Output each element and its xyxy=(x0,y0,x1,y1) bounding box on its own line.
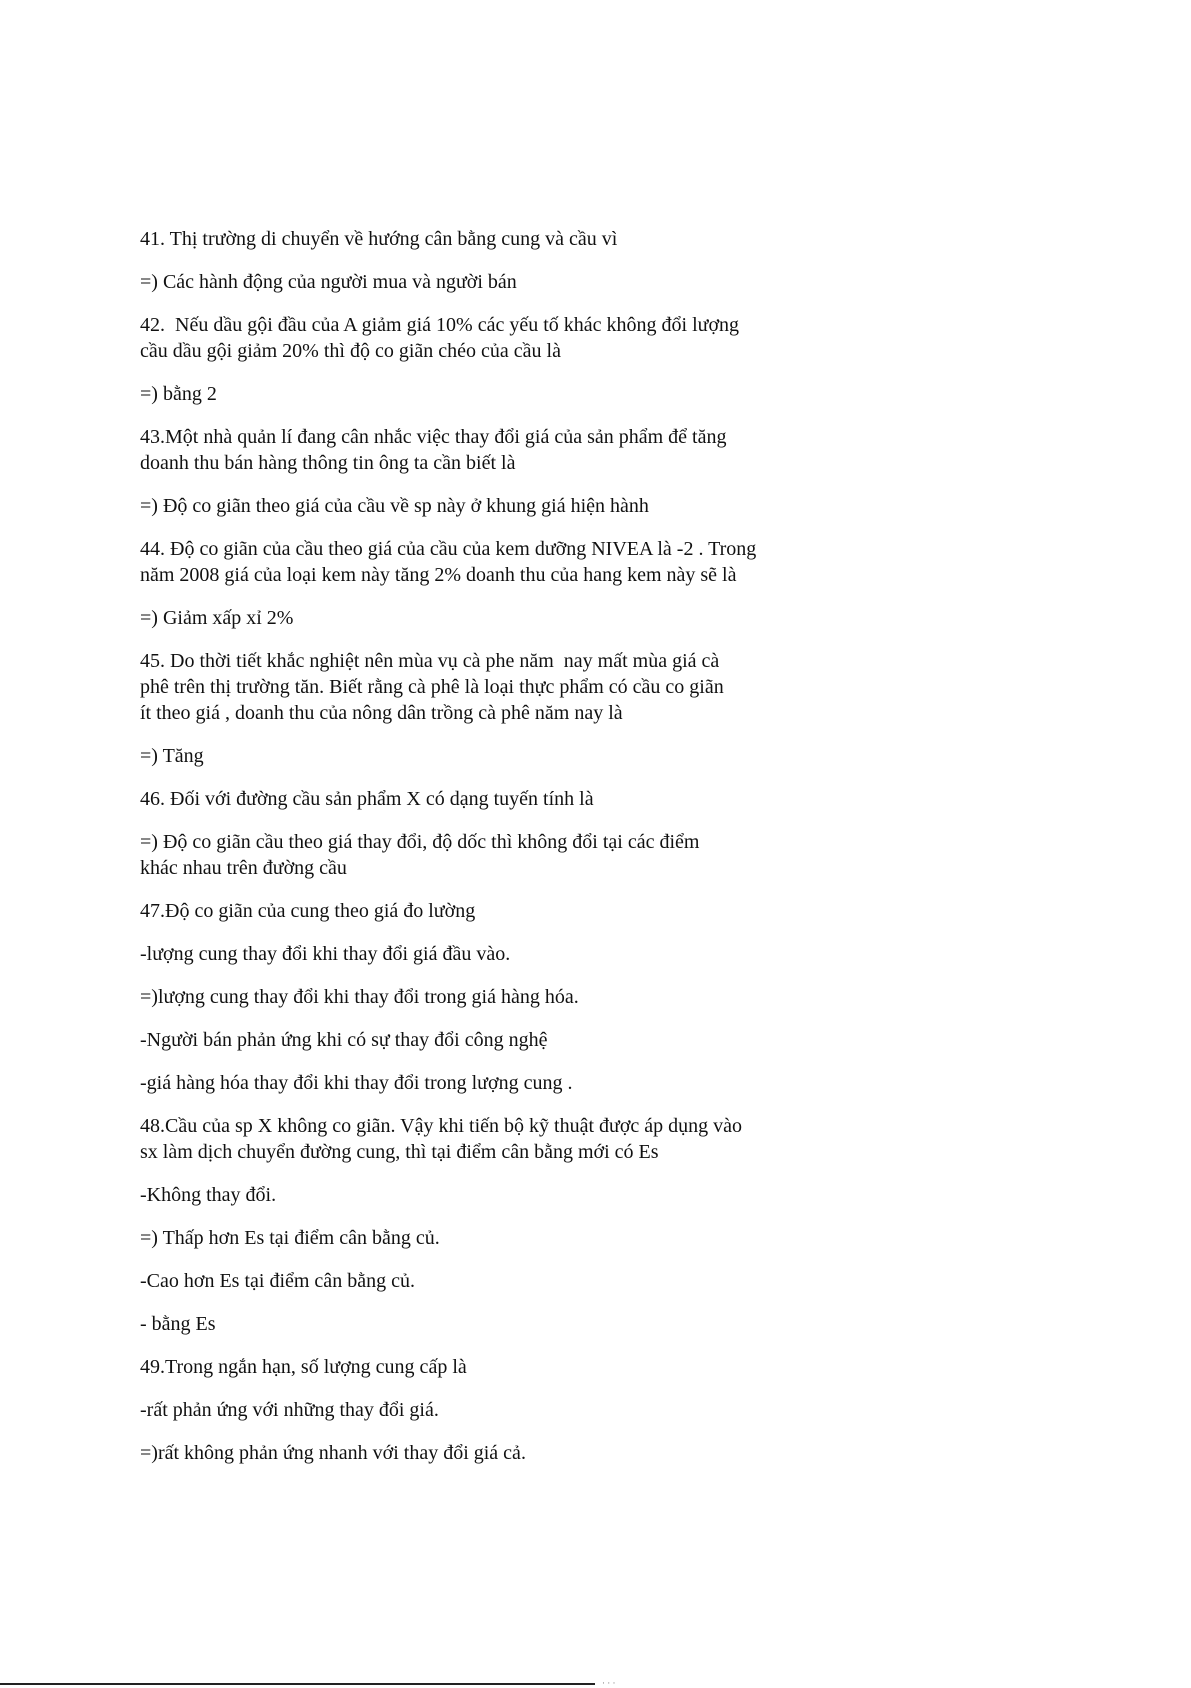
question-paragraph xyxy=(140,1113,820,1165)
text-line: 44. Độ co giãn của cầu theo giá của cầu của kem dưỡng NIVEA là -2 . Trong xyxy=(140,538,757,560)
text-line: 46. Đối với đường cầu sản phẩm X có dạng tuyến tính là xyxy=(140,788,594,810)
option-paragraph xyxy=(140,1311,820,1337)
question-paragraph xyxy=(140,648,820,726)
footer-fragment: · · · xyxy=(602,1678,616,1688)
answer-paragraph xyxy=(140,381,820,407)
text-line: 45. Do thời tiết khắc nghiệt nên mùa vụ cà phe năm nay mất mùa giá cà xyxy=(140,650,720,672)
text-line: =) Thấp hơn Es tại điểm cân bằng củ. xyxy=(140,1227,440,1249)
answer-paragraph xyxy=(140,743,820,769)
question-paragraph xyxy=(140,898,820,924)
text-line: 43.Một nhà quản lí đang cân nhắc việc thay đổi giá của sản phẩm để tăng xyxy=(140,426,727,448)
text-line: -lượng cung thay đổi khi thay đổi giá đầu vào. xyxy=(140,943,511,965)
text-line: =) bằng 2 xyxy=(140,383,217,405)
option-paragraph xyxy=(140,1182,820,1208)
question-paragraph xyxy=(140,226,820,252)
document-body xyxy=(140,226,820,1483)
text-line: -giá hàng hóa thay đổi khi thay đổi trong lượng cung . xyxy=(140,1072,573,1094)
text-line: 48.Cầu của sp X không co giãn. Vậy khi tiến bộ kỹ thuật được áp dụng vào xyxy=(140,1115,743,1137)
option-paragraph xyxy=(140,1070,820,1096)
answer-paragraph xyxy=(140,1225,820,1251)
text-line: khác nhau trên đường cầu xyxy=(140,857,347,879)
answer-paragraph xyxy=(140,269,820,295)
question-paragraph xyxy=(140,424,820,476)
text-line: =)rất không phản ứng nhanh với thay đổi giá cả. xyxy=(140,1442,526,1464)
text-line: =) Các hành động của người mua và người bán xyxy=(140,271,517,293)
text-line: 49.Trong ngắn hạn, số lượng cung cấp là xyxy=(140,1356,467,1378)
text-line: =) Độ co giãn cầu theo giá thay đổi, độ dốc thì không đổi tại các điểm xyxy=(140,831,700,853)
text-line: -rất phản ứng với những thay đổi giá. xyxy=(140,1399,439,1421)
text-line: =) Độ co giãn theo giá của cầu về sp này ở khung giá hiện hành xyxy=(140,495,649,517)
text-line: cầu dầu gội giảm 20% thì độ co giãn chéo của cầu là xyxy=(140,340,561,362)
option-paragraph xyxy=(140,1027,820,1053)
question-paragraph xyxy=(140,786,820,812)
text-line: 42. Nếu dầu gội đầu của A giảm giá 10% các yếu tố khác không đổi lượng xyxy=(140,314,740,336)
text-line: - bằng Es xyxy=(140,1313,216,1335)
option-paragraph xyxy=(140,1268,820,1294)
question-paragraph xyxy=(140,1354,820,1380)
option-paragraph xyxy=(140,941,820,967)
text-line: sx làm dịch chuyển đường cung, thì tại điểm cân bằng mới có Es xyxy=(140,1141,659,1163)
text-line: =) Tăng xyxy=(140,745,204,767)
answer-paragraph xyxy=(140,984,820,1010)
answer-paragraph xyxy=(140,493,820,519)
text-line: -Cao hơn Es tại điểm cân bằng củ. xyxy=(140,1270,415,1292)
text-line: -Không thay đổi. xyxy=(140,1184,277,1206)
text-line: =)lượng cung thay đổi khi thay đổi trong giá hàng hóa. xyxy=(140,986,579,1008)
text-line: 47.Độ co giãn của cung theo giá đo lường xyxy=(140,900,476,922)
text-line: phê trên thị trường tăn. Biết rằng cà phê là loại thực phẩm có cầu co giãn xyxy=(140,676,724,698)
text-line: 41. Thị trường di chuyển về hướng cân bằng cung và cầu vì xyxy=(140,228,618,250)
answer-paragraph xyxy=(140,1440,820,1466)
text-line: -Người bán phản ứng khi có sự thay đổi công nghệ xyxy=(140,1029,548,1051)
answer-paragraph xyxy=(140,829,820,881)
question-paragraph xyxy=(140,312,820,364)
answer-paragraph xyxy=(140,605,820,631)
text-line: năm 2008 giá của loại kem này tăng 2% doanh thu của hang kem này sẽ là xyxy=(140,564,737,586)
text-line: ít theo giá , doanh thu của nông dân trồng cà phê năm nay là xyxy=(140,702,623,724)
option-paragraph xyxy=(140,1397,820,1423)
question-paragraph xyxy=(140,536,820,588)
text-line: =) Giảm xấp xỉ 2% xyxy=(140,607,294,629)
text-line: doanh thu bán hàng thông tin ông ta cần biết là xyxy=(140,452,516,474)
